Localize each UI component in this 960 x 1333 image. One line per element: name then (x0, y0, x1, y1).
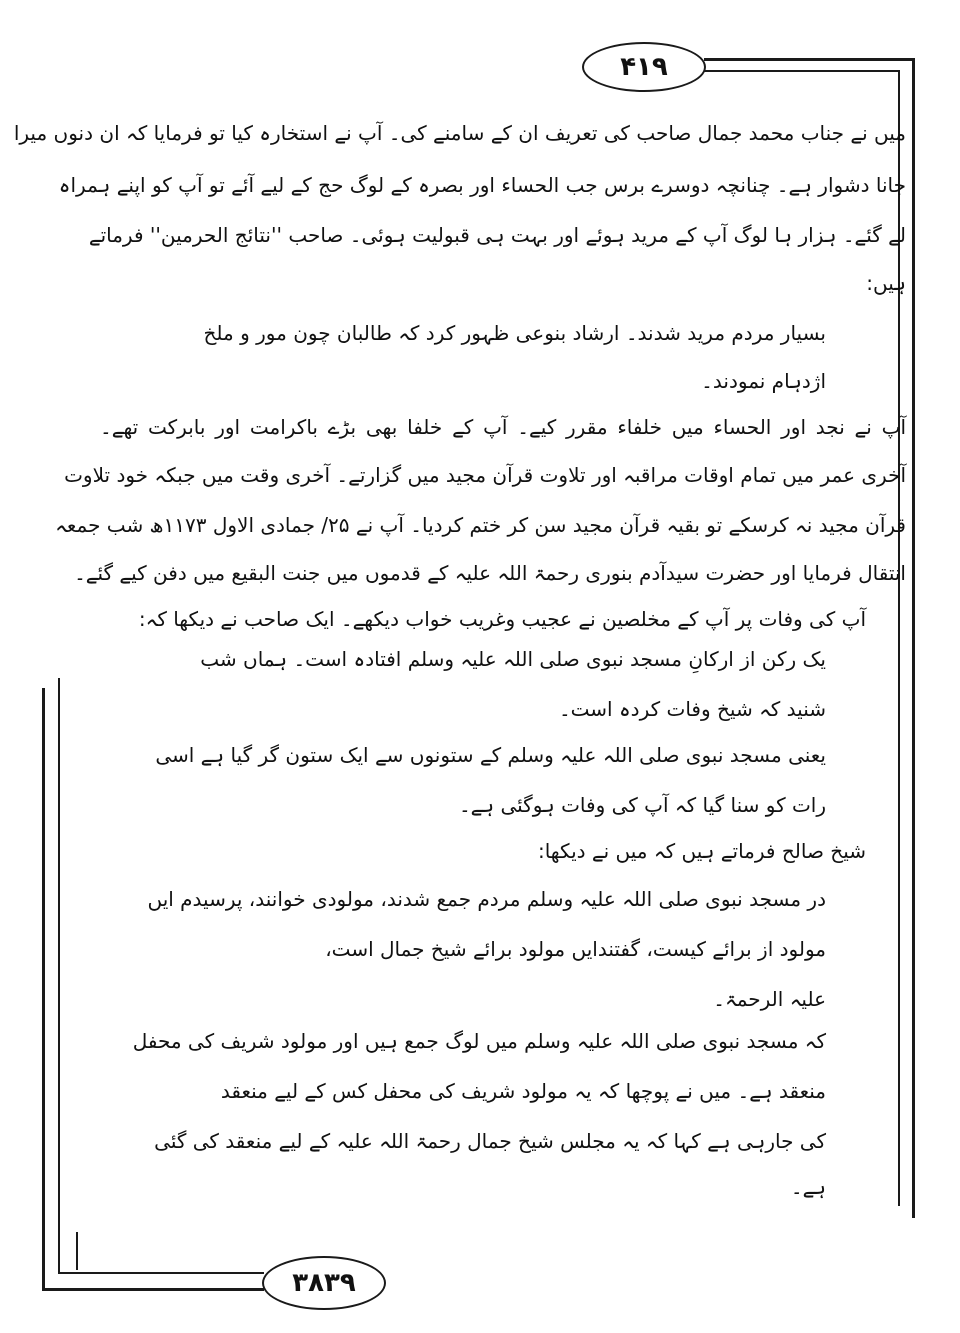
body-text (13, 0, 906, 1333)
paragraph-line: آپ نے نجد اور الحساء میں خلفاء مقرر کیے۔ آپ کے خلفا بھی بڑے باکرامت اور بابرکت تھے۔ (100, 415, 906, 439)
translation-line: رات کو سنا گیا کہ آپ کی وفات ہوگئی ہے۔ (458, 793, 826, 817)
frame-right-outer (912, 58, 915, 1218)
paragraph-line: لے گئے۔ ہزار ہا لوگ آپ کے مرید ہوئے اور بہت ہی قبولیت ہوئی۔ صاحب ''نتائج الحرمین'' فرماتے (88, 223, 906, 247)
persian-quote-line: مولود از برائے کیست، گفتندایں مولود برائے شیخ جمال است، (325, 937, 826, 961)
frame-left-short (76, 1232, 78, 1270)
translation-line: ہے۔ (790, 1175, 826, 1199)
persian-quote-line: شنید کہ شیخ وفات کردہ است۔ (558, 697, 826, 721)
page-number-bottom: ۳۸۳۹ (262, 1256, 386, 1310)
translation-line: کی جارہی ہے کہا کہ یہ مجلس شیخ جمال رحمۃ اللہ علیہ کے لیے منعقد کی گئی (154, 1129, 826, 1153)
persian-quote-line: علیہ الرحمۃ۔ (713, 987, 826, 1011)
page-number-top: ۴۱۹ (582, 42, 706, 92)
persian-quote-line: بسیار مردم مرید شدند۔ ارشاد بنوعی ظہور کرد کہ طالبان چون مور و ملخ (203, 321, 826, 345)
paragraph-line: قرآن مجید نہ کرسکے تو بقیہ قرآن مجید سن کر ختم کردیا۔ آپ نے ۲۵/ جمادی الاول ۱۱۷۳ھ شب جمعہ (55, 513, 906, 537)
paragraph-line: شیخ صالح فرماتے ہیں کہ میں نے دیکھا: (537, 839, 866, 863)
frame-left-inner (58, 678, 60, 1274)
persian-quote-line: اژدہام نمودند۔ (701, 369, 826, 393)
paragraph-line: انتقال فرمایا اور حضرت سیدآدم بنوری رحمۃ اللہ علیہ کے قدموں میں جنت البقیع میں دفن کیے گئے۔ (74, 561, 906, 585)
persian-quote-line: یک رکن از ارکانِ مسجد نبوی صلی اللہ علیہ وسلم افتادہ است۔ ہماں شب (200, 647, 826, 671)
paragraph-line: جانا دشوار ہے۔ چنانچہ دوسرے برس جب الحساء اور بصرہ کے لوگ حج کے لیے آئے تو آپ کو اپنے ہمراہ (58, 173, 906, 197)
translation-line: یعنی مسجد نبوی صلی اللہ علیہ وسلم کے ستونوں سے ایک ستون گر گیا ہے اسی (155, 743, 826, 767)
translation-line: منعقد ہے۔ میں نے پوچھا کہ یہ مولود شریف کی محفل کس کے لیے منعقد (220, 1079, 826, 1103)
translation-line: کہ مسجد نبوی صلی اللہ علیہ وسلم میں لوگ جمع ہیں اور مولود شریف کی محفل (132, 1029, 826, 1053)
paragraph-line: آخری عمر میں تمام اوقات مراقبہ اور تلاوت قرآن مجید میں گزارتے۔ آخری وقت میں جبکہ خود تلاوت (64, 463, 906, 487)
paragraph-line: آپ کی وفات پر آپ کے مخلصین نے عجیب وغریب خواب دیکھے۔ ایک صاحب نے دیکھا کہ: (138, 607, 866, 631)
frame-left-outer (42, 688, 45, 1290)
paragraph-line: ہیں: (866, 271, 906, 295)
persian-quote-line: در مسجد نبوی صلی اللہ علیہ وسلم مردم جمع شدند، مولودی خوانند، پرسیدم ایں (147, 887, 826, 911)
paragraph-line: میں نے جناب محمد جمال صاحب کی تعریف ان کے سامنے کی۔ آپ نے استخارہ کیا تو فرمایا کہ ان دنوں میرا (13, 121, 906, 145)
